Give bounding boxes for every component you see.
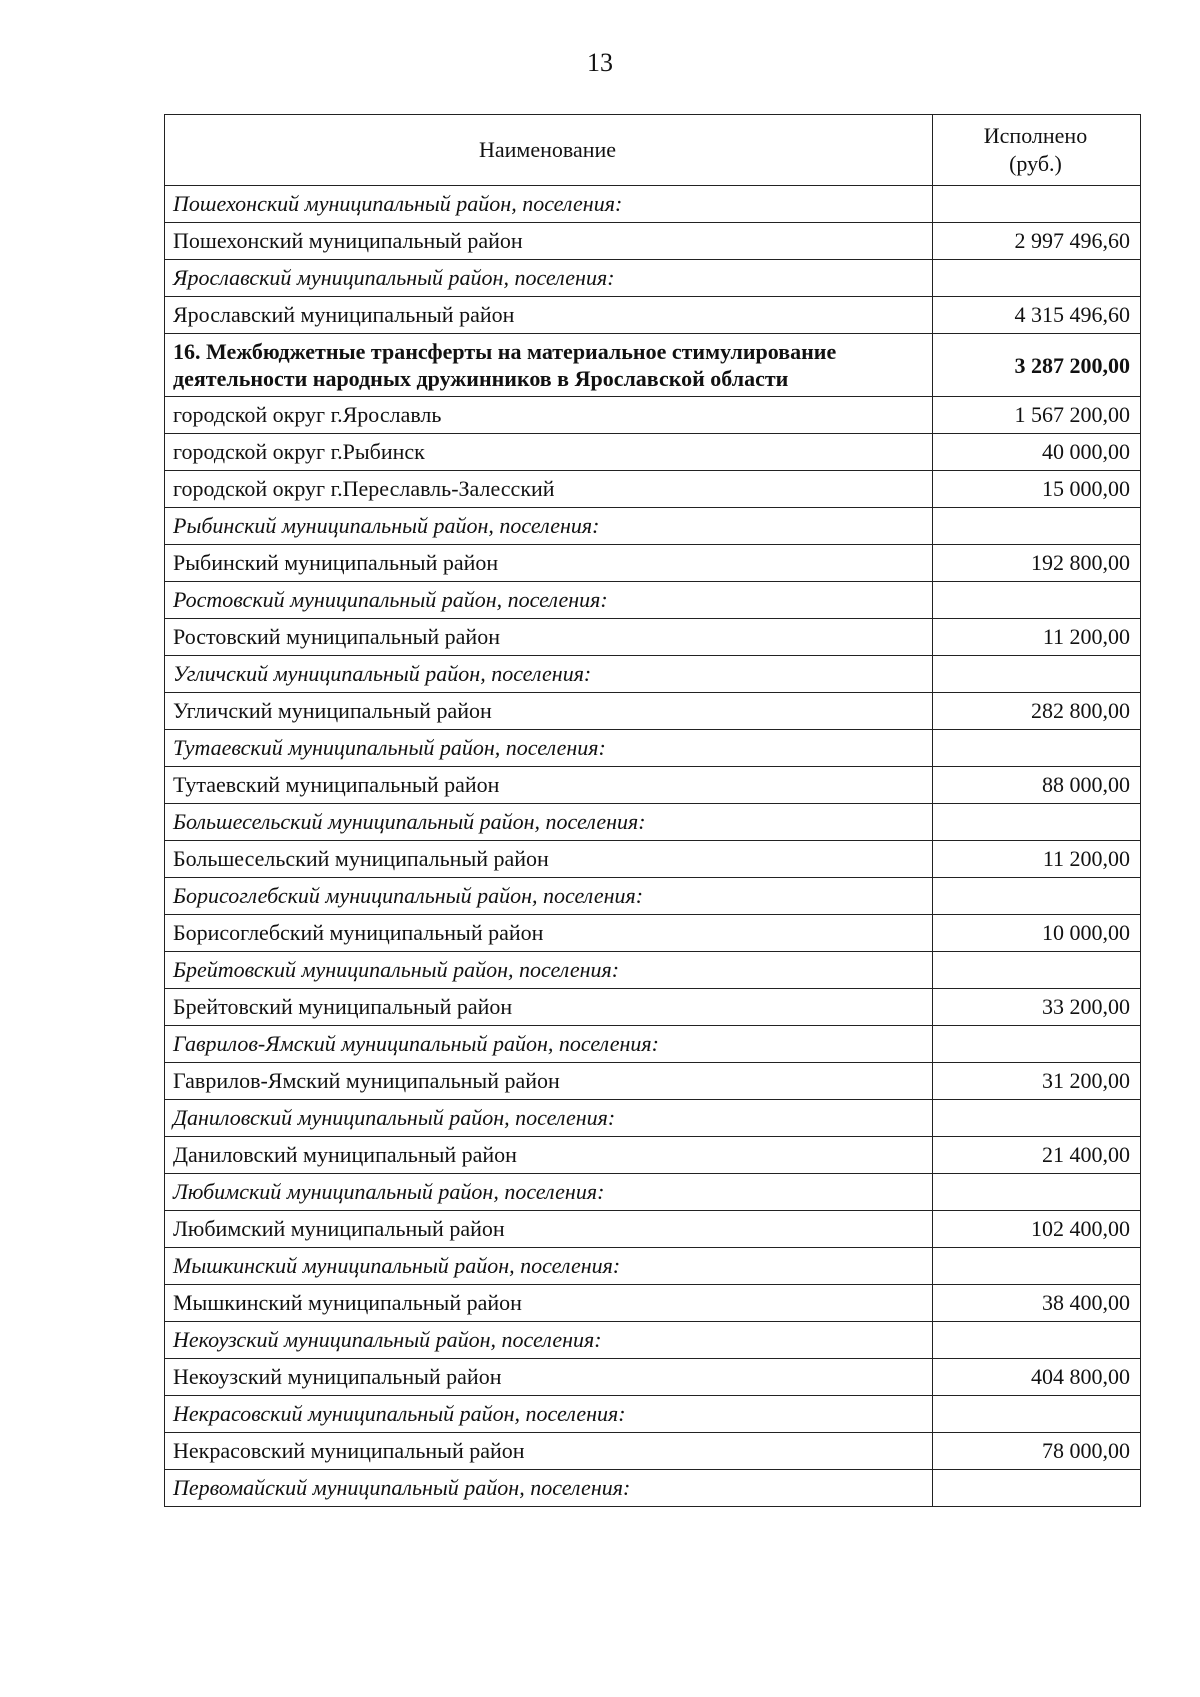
row-name: Тутаевский муниципальный район [165,767,933,804]
table-row [165,223,1141,260]
row-value: 31 200,00 [933,1063,1141,1100]
table-subheader-row [165,730,1141,767]
table-subheader-row [165,952,1141,989]
row-value [933,804,1141,841]
table-row [165,545,1141,582]
row-name: Некрасовский муниципальный район [165,1433,933,1470]
row-value [933,730,1141,767]
row-name: Борисоглебский муниципальный район [165,915,933,952]
column-header-value-line2: (руб.) [1009,151,1062,176]
row-name: Большесельский муниципальный район, поселения: [165,804,933,841]
table-subheader-row [165,582,1141,619]
row-value [933,1174,1141,1211]
table-subheader-row [165,1322,1141,1359]
row-value: 192 800,00 [933,545,1141,582]
row-name: Большесельский муниципальный район [165,841,933,878]
table-row [165,693,1141,730]
row-value [933,656,1141,693]
row-value: 38 400,00 [933,1285,1141,1322]
table-subheader-row [165,656,1141,693]
budget-table [164,114,1141,1507]
table-subheader-row [165,260,1141,297]
row-name: Пошехонский муниципальный район [165,223,933,260]
row-name: Любимский муниципальный район, поселения: [165,1174,933,1211]
table-row [165,471,1141,508]
table-row [165,434,1141,471]
table-row [165,989,1141,1026]
table-subheader-row [165,1470,1141,1507]
row-value: 102 400,00 [933,1211,1141,1248]
row-name: Даниловский муниципальный район [165,1137,933,1174]
table-subheader-row [165,804,1141,841]
row-name: Угличский муниципальный район, поселения: [165,656,933,693]
table-total-row [165,334,1141,397]
table-row [165,1063,1141,1100]
row-name: Рыбинский муниципальный район [165,545,933,582]
table-row [165,619,1141,656]
table-row [165,297,1141,334]
row-value [933,1396,1141,1433]
column-header-value-line1: Исполнено [983,123,1088,148]
row-value: 40 000,00 [933,434,1141,471]
row-value: 404 800,00 [933,1359,1141,1396]
table-subheader-row [165,1026,1141,1063]
row-value: 1 567 200,00 [933,397,1141,434]
row-name: Гаврилов-Ямский муниципальный район [165,1063,933,1100]
table-row [165,397,1141,434]
table-subheader-row [165,1100,1141,1137]
table-body [165,186,1141,1507]
row-value [933,260,1141,297]
row-value: 4 315 496,60 [933,297,1141,334]
table-subheader-row [165,186,1141,223]
row-value: 10 000,00 [933,915,1141,952]
row-name: городской округ г.Рыбинск [165,434,933,471]
row-value [933,1470,1141,1507]
row-value: 282 800,00 [933,693,1141,730]
row-name: Рыбинский муниципальный район, поселения: [165,508,933,545]
row-name: городской округ г.Переславль-Залесский [165,471,933,508]
row-value [933,1026,1141,1063]
table-row [165,841,1141,878]
row-name: Даниловский муниципальный район, поселения: [165,1100,933,1137]
row-value [933,1322,1141,1359]
table-subheader-row [165,1248,1141,1285]
column-header-value [933,115,1141,186]
row-name: Гаврилов-Ямский муниципальный район, поселения: [165,1026,933,1063]
table-row [165,767,1141,804]
row-value: 11 200,00 [933,841,1141,878]
table-row [165,1211,1141,1248]
page-number: 13 [587,48,613,77]
table-row [165,1433,1141,1470]
column-header-name: Наименование [165,115,933,186]
row-name: Ростовский муниципальный район, поселения: [165,582,933,619]
table-subheader-row [165,1174,1141,1211]
row-name: Некоузский муниципальный район [165,1359,933,1396]
row-value [933,582,1141,619]
row-name: городской округ г.Ярославль [165,397,933,434]
row-value [933,1100,1141,1137]
table-subheader-row [165,878,1141,915]
table-subheader-row [165,508,1141,545]
row-name: Ярославский муниципальный район, поселения: [165,260,933,297]
table-row [165,1359,1141,1396]
row-value [933,1248,1141,1285]
row-value: 2 997 496,60 [933,223,1141,260]
row-name: Некоузский муниципальный район, поселения: [165,1322,933,1359]
row-name: Мышкинский муниципальный район [165,1285,933,1322]
table-row [165,1137,1141,1174]
row-value [933,878,1141,915]
row-value [933,508,1141,545]
row-name: Борисоглебский муниципальный район, поселения: [165,878,933,915]
row-value [933,952,1141,989]
row-name: Ростовский муниципальный район [165,619,933,656]
table-row [165,1285,1141,1322]
row-name: Некрасовский муниципальный район, поселения: [165,1396,933,1433]
row-name: Любимский муниципальный район [165,1211,933,1248]
row-name: Брейтовский муниципальный район, поселения: [165,952,933,989]
row-value: 15 000,00 [933,471,1141,508]
row-name: Первомайский муниципальный район, поселения: [165,1470,933,1507]
table-subheader-row [165,1396,1141,1433]
row-value: 33 200,00 [933,989,1141,1026]
row-name: Мышкинский муниципальный район, поселения: [165,1248,933,1285]
row-name: Пошехонский муниципальный район, поселения: [165,186,933,223]
row-name: Брейтовский муниципальный район [165,989,933,1026]
row-value: 21 400,00 [933,1137,1141,1174]
row-name: Тутаевский муниципальный район, поселения: [165,730,933,767]
row-name: Ярославский муниципальный район [165,297,933,334]
row-value: 11 200,00 [933,619,1141,656]
row-name: 16. Межбюджетные трансферты на материальное стимулирование деятельности народных дружинников в Ярославской области [165,334,933,397]
table-row [165,915,1141,952]
row-value: 78 000,00 [933,1433,1141,1470]
row-value: 88 000,00 [933,767,1141,804]
row-value [933,186,1141,223]
row-value: 3 287 200,00 [933,334,1141,397]
row-name: Угличский муниципальный район [165,693,933,730]
table-header-row [165,115,1141,186]
